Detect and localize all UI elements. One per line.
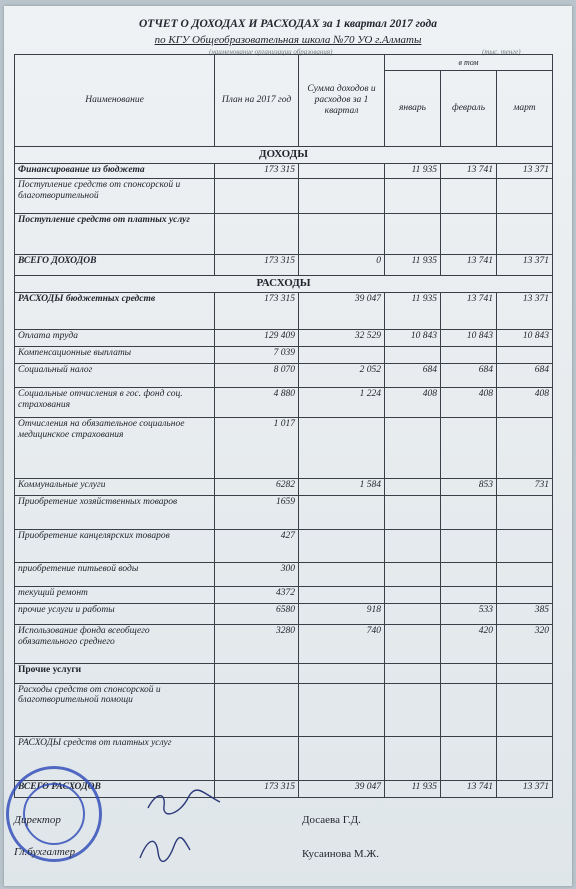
expense-row-sum — [299, 562, 385, 586]
header-plan: План на 2017 год — [215, 55, 299, 147]
expense-row-name: Расходы средств от спонсорской и благотворительной помощи — [15, 683, 215, 737]
currency-note: (тыс. тенге) — [482, 48, 521, 56]
accountant-signature — [134, 832, 194, 866]
expense-row-name: прочие услуги и работы — [15, 603, 215, 625]
expense-row-jan: 10 843 — [385, 329, 441, 346]
income-section-label: ДОХОДЫ — [15, 147, 553, 164]
expense-row-feb: 10 843 — [441, 329, 497, 346]
income-row-mar — [497, 213, 553, 254]
expense-row-jan: 408 — [385, 388, 441, 418]
income-row-plan — [215, 179, 299, 214]
expense-row-sum: 740 — [299, 625, 385, 664]
expense-row — [15, 625, 553, 664]
report-subtitle: по КГУ Общеобразовательная школа №70 УО г.Алматы — [154, 34, 422, 46]
expense-row-feb: 408 — [441, 388, 497, 418]
expense-row — [15, 364, 553, 388]
expense-row-jan — [385, 586, 441, 603]
expense-row-feb: 533 — [441, 603, 497, 625]
expense-row-feb: 420 — [441, 625, 497, 664]
expense-row — [15, 562, 553, 586]
expense-row-sum — [299, 347, 385, 364]
report-body — [15, 147, 553, 798]
income-row-plan: 173 315 — [215, 164, 299, 179]
expense-row-plan: 6580 — [215, 603, 299, 625]
expense-row-feb: 853 — [441, 478, 497, 495]
expense-row-feb — [441, 495, 497, 530]
income-row — [15, 179, 553, 214]
expense-row-sum: 1 584 — [299, 478, 385, 495]
expense-row-name: Социальные отчисления в гос. фонд соц. страхования — [15, 388, 215, 418]
expense-row-mar — [497, 683, 553, 737]
income-row-feb — [441, 213, 497, 254]
expense-row-feb — [441, 586, 497, 603]
income-row-sum: 0 — [299, 254, 385, 276]
expense-row-plan: 1 017 — [215, 418, 299, 478]
director-signature — [144, 788, 224, 816]
expense-row-mar — [497, 586, 553, 603]
expense-row-feb — [441, 418, 497, 478]
document-sheet — [4, 6, 572, 886]
expense-row-plan — [215, 683, 299, 737]
director-label: Директор — [14, 814, 61, 826]
header-feb: февраль — [441, 71, 497, 147]
expense-row-feb: 684 — [441, 364, 497, 388]
expense-row-feb: 13 741 — [441, 293, 497, 330]
expense-row-mar: 10 843 — [497, 329, 553, 346]
expense-row-name: Отчисления на обязательное социальное медицинское страхования — [15, 418, 215, 478]
income-row-name: ВСЕГО ДОХОДОВ — [15, 254, 215, 276]
expense-row-jan: 684 — [385, 364, 441, 388]
expense-row-mar: 684 — [497, 364, 553, 388]
expense-row-sum: 39 047 — [299, 780, 385, 797]
expense-row-sum — [299, 530, 385, 562]
income-row-feb — [441, 179, 497, 214]
expense-row-jan — [385, 530, 441, 562]
expense-row-mar — [497, 418, 553, 478]
income-row-mar — [497, 179, 553, 214]
expense-row-plan: 129 409 — [215, 329, 299, 346]
income-row-feb: 13 741 — [441, 164, 497, 179]
income-row-sum — [299, 164, 385, 179]
income-row-jan: 11 935 — [385, 164, 441, 179]
expense-row-mar — [497, 347, 553, 364]
header-mar: март — [497, 71, 553, 147]
expense-row-name: приобретение питьевой воды — [15, 562, 215, 586]
expense-row-plan — [215, 664, 299, 683]
expense-row-mar — [497, 737, 553, 780]
expense-row — [15, 388, 553, 418]
expense-row-plan: 427 — [215, 530, 299, 562]
expense-row-name: текущий ремонт — [15, 586, 215, 603]
expense-row-sum — [299, 586, 385, 603]
expense-row-name: ВСЕГО РАСХОДОВ — [15, 780, 215, 797]
expense-row-plan: 173 315 — [215, 293, 299, 330]
expense-row-jan — [385, 418, 441, 478]
income-row-mar: 13 371 — [497, 164, 553, 179]
expense-row-jan — [385, 603, 441, 625]
expense-row-mar: 408 — [497, 388, 553, 418]
director-name: Досаева Г.Д. — [302, 814, 361, 826]
accountant-label: Гл.бухгалтер — [14, 846, 76, 858]
expense-row — [15, 530, 553, 562]
expense-row-mar: 13 371 — [497, 780, 553, 797]
accountant-name: Кусаинова М.Ж. — [302, 848, 379, 860]
expense-row-plan — [215, 737, 299, 780]
expense-row-name: Прочие услуги — [15, 664, 215, 683]
expense-row-name: РАСХОДЫ бюджетных средств — [15, 293, 215, 330]
expense-row-jan — [385, 478, 441, 495]
expense-row-sum: 2 052 — [299, 364, 385, 388]
expense-row-sum: 39 047 — [299, 293, 385, 330]
income-row-name: Поступление средств от платных услуг — [15, 213, 215, 254]
expense-row-jan — [385, 562, 441, 586]
expense-row-plan: 3280 — [215, 625, 299, 664]
expense-row-sum — [299, 737, 385, 780]
expense-row-feb — [441, 530, 497, 562]
expense-row-feb — [441, 664, 497, 683]
expense-row-mar — [497, 530, 553, 562]
expense-row-sum — [299, 664, 385, 683]
expense-row-plan: 8 070 — [215, 364, 299, 388]
income-row-sum — [299, 213, 385, 254]
expense-row — [15, 603, 553, 625]
expense-row-name: Социальный налог — [15, 364, 215, 388]
income-row-jan: 11 935 — [385, 254, 441, 276]
expense-row-mar: 13 371 — [497, 293, 553, 330]
expense-row-jan — [385, 664, 441, 683]
expense-row — [15, 737, 553, 780]
expense-row-feb: 13 741 — [441, 780, 497, 797]
expense-row-jan — [385, 625, 441, 664]
expense-row-mar — [497, 562, 553, 586]
expense-row-jan — [385, 495, 441, 530]
expense-row-name: Приобретение хозяйственных товаров — [15, 495, 215, 530]
expense-row — [15, 329, 553, 346]
expense-row-name: Компенсационные выплаты — [15, 347, 215, 364]
expense-row — [15, 478, 553, 495]
expense-row-mar: 385 — [497, 603, 553, 625]
expense-row-feb — [441, 683, 497, 737]
income-row-feb: 13 741 — [441, 254, 497, 276]
expense-row-plan: 300 — [215, 562, 299, 586]
expense-row-mar — [497, 495, 553, 530]
expense-row-sum: 32 529 — [299, 329, 385, 346]
expense-row-name: Приобретение канцелярских товаров — [15, 530, 215, 562]
expense-row-sum: 1 224 — [299, 388, 385, 418]
expense-row-mar: 731 — [497, 478, 553, 495]
income-row-name: Финансирование из бюджета — [15, 164, 215, 179]
income-row-sum — [299, 179, 385, 214]
expense-row — [15, 664, 553, 683]
expense-row-jan: 11 935 — [385, 780, 441, 797]
expense-row-sum — [299, 418, 385, 478]
header-sum: Сумма доходов и расходов за 1 квартал — [299, 55, 385, 147]
expense-row-feb — [441, 562, 497, 586]
expense-row-sum — [299, 683, 385, 737]
expense-row — [15, 495, 553, 530]
expense-row-name: РАСХОДЫ средств от платных услуг — [15, 737, 215, 780]
expense-row-jan — [385, 683, 441, 737]
expense-row-feb — [441, 347, 497, 364]
expense-row-mar — [497, 664, 553, 683]
expense-row-plan: 173 315 — [215, 780, 299, 797]
expense-row-sum: 918 — [299, 603, 385, 625]
expense-row-plan: 6282 — [215, 478, 299, 495]
expense-row — [15, 293, 553, 330]
income-row-jan — [385, 213, 441, 254]
report-table — [14, 54, 553, 798]
expense-row-name: Коммунальные услуги — [15, 478, 215, 495]
income-row — [15, 164, 553, 179]
expense-row-jan — [385, 347, 441, 364]
income-row-plan: 173 315 — [215, 254, 299, 276]
header-jan: январь — [385, 71, 441, 147]
expense-row — [15, 418, 553, 478]
expense-row-plan: 7 039 — [215, 347, 299, 364]
expense-row-jan: 11 935 — [385, 293, 441, 330]
expense-row — [15, 586, 553, 603]
income-row-mar: 13 371 — [497, 254, 553, 276]
report-title: ОТЧЕТ О ДОХОДАХ И РАСХОДАХ за 1 квартал 2017 года — [139, 18, 437, 30]
income-row — [15, 213, 553, 254]
expense-row-mar: 320 — [497, 625, 553, 664]
income-row-jan — [385, 179, 441, 214]
income-row-name: Поступление средств от спонсорской и благотворительной — [15, 179, 215, 214]
header-name: Наименование — [15, 55, 215, 147]
expense-row-name: Использование фонда всеобщего обязательного среднего — [15, 625, 215, 664]
income-row — [15, 254, 553, 276]
expense-row-plan: 4372 — [215, 586, 299, 603]
expense-row-sum — [299, 495, 385, 530]
expense-row-plan: 4 880 — [215, 388, 299, 418]
expense-section-label: РАСХОДЫ — [15, 276, 553, 293]
expense-row — [15, 347, 553, 364]
expense-row-name: Оплата труда — [15, 329, 215, 346]
expense-row-feb — [441, 737, 497, 780]
income-row-plan — [215, 213, 299, 254]
organization-note: (наименование организации образования) — [209, 48, 333, 56]
header-incl: в том — [385, 55, 553, 71]
expense-row-plan: 1659 — [215, 495, 299, 530]
expense-row-jan — [385, 737, 441, 780]
expense-row — [15, 683, 553, 737]
